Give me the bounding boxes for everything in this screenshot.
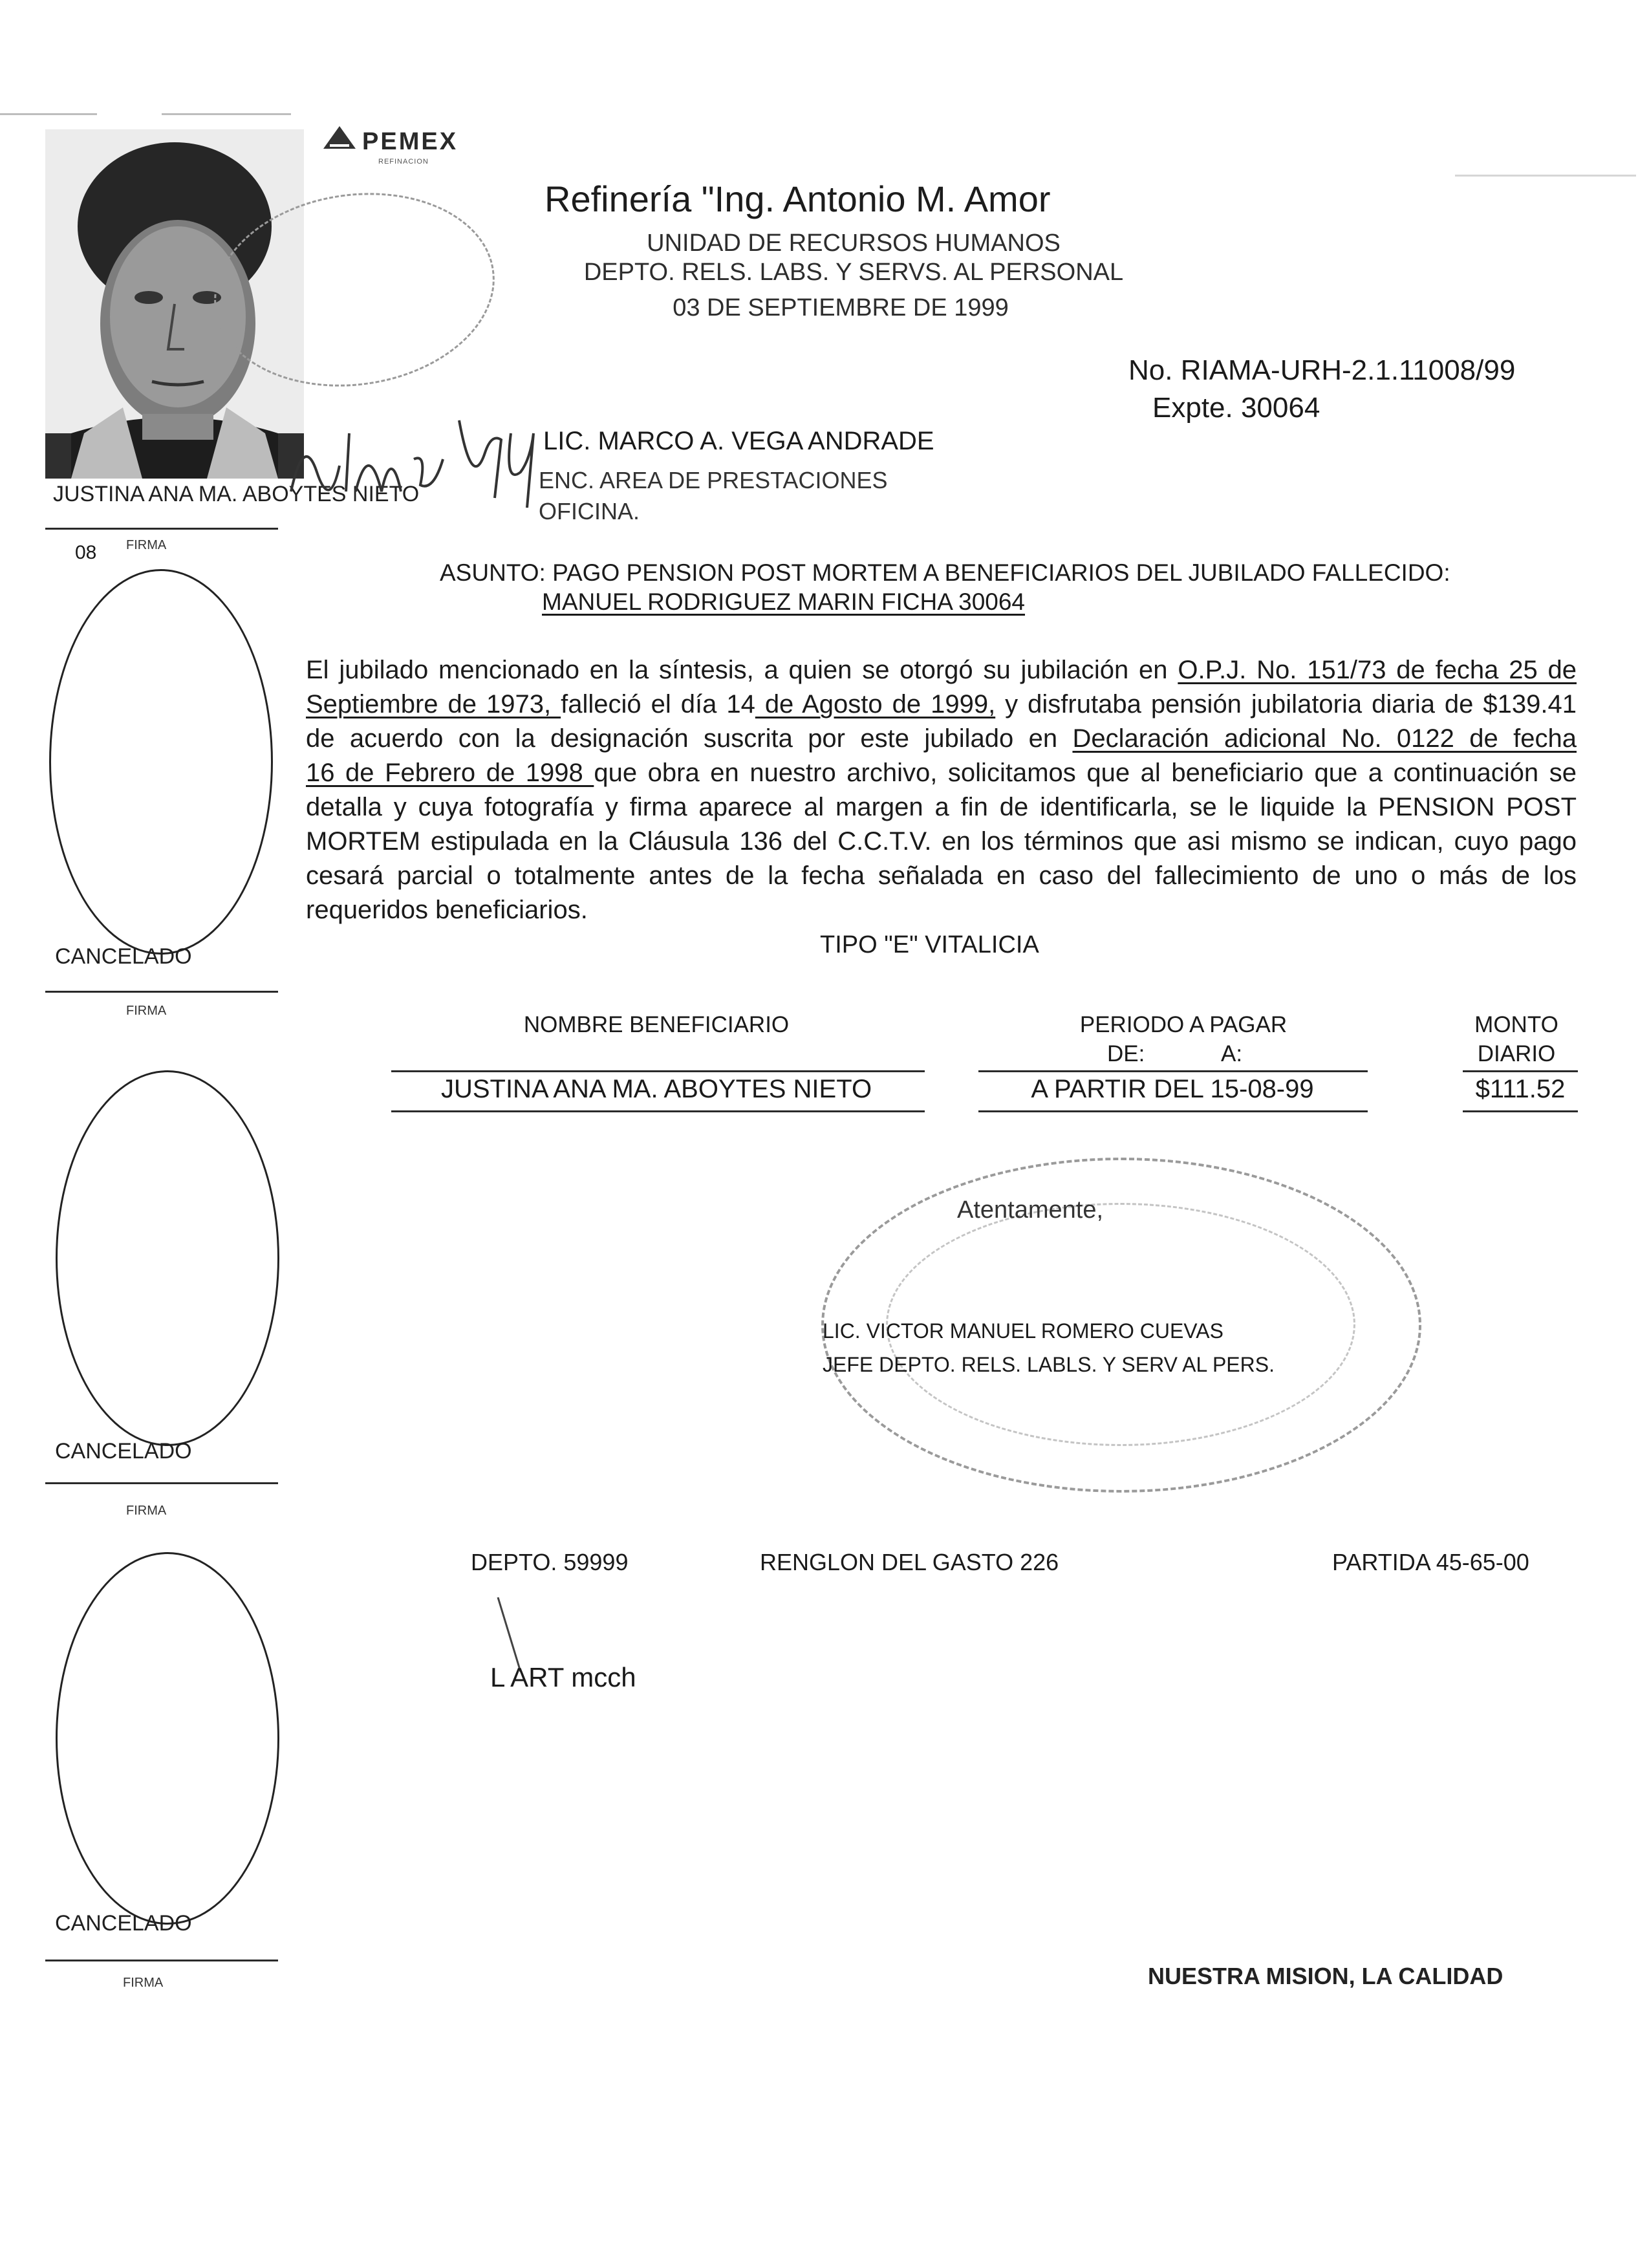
cancelado-label: CANCELADO — [55, 1911, 192, 1936]
body-text-underlined: O.P.J. No. 151/73 de fecha 25 de — [1178, 656, 1577, 684]
letter-date: 03 DE SEPTIEMBRE DE 1999 — [673, 294, 1009, 321]
cancelado-label: CANCELADO — [55, 1439, 192, 1463]
col-header-a: A: — [1221, 1041, 1243, 1066]
header-rule — [391, 1070, 925, 1072]
unit-name: UNIDAD DE RECURSOS HUMANOS — [647, 230, 1061, 257]
body-line — [306, 722, 1577, 755]
signature-oval — [56, 1552, 279, 1925]
signer-title: JEFE DEPTO. RELS. LABLS. Y SERV AL PERS. — [823, 1353, 1275, 1376]
pemex-eagle-icon — [320, 123, 359, 155]
col-header-nombre: NOMBRE BENEFICIARIO — [523, 1012, 790, 1037]
scan-mark — [1455, 175, 1636, 177]
body-text-underlined: Declaración adicional No. 0122 de fecha — [1072, 724, 1577, 753]
pension-type: TIPO "E" VITALICIA — [820, 931, 1039, 958]
body-text-underlined: de Agosto de 1999, — [755, 690, 996, 718]
body-text-underlined: Septiembre de 1973, — [306, 690, 561, 718]
subject-line-2: MANUEL RODRIGUEZ MARIN FICHA 30064 — [542, 589, 1026, 615]
body-text: El jubilado mencionado en la síntesis, a quien se otorgó su jubilación en — [306, 656, 1178, 684]
firma-label: FIRMA — [126, 1004, 167, 1018]
pemex-subtext: REFINACION — [378, 158, 429, 166]
cancelado-rule — [45, 1960, 278, 1961]
expediente-number: Expte. 30064 — [1152, 392, 1320, 424]
closing-greeting: Atentamente, — [957, 1196, 1104, 1224]
signature-oval — [49, 569, 273, 955]
body-line — [306, 687, 1577, 721]
header-rule — [978, 1070, 1368, 1072]
body-line — [306, 653, 1577, 687]
footer-renglon: RENGLON DEL GASTO 226 — [760, 1549, 1059, 1575]
subject-line-1: ASUNTO: PAGO PENSION POST MORTEM A BENEFICIARIOS DEL JUBILADO FALLECIDO: — [440, 559, 1450, 586]
row-rule — [1463, 1110, 1578, 1112]
handwritten-signature — [278, 394, 550, 517]
body-line: cesará parcial o totalmente antes de la fecha señalada en caso del fallecimiento de uno o más de los — [306, 861, 1577, 890]
cancelado-rule — [45, 991, 278, 993]
body-line: detalla y cuya fotografía y firma aparece al margen a fin de identificarla, se le liquide la PENSION POST — [306, 793, 1577, 821]
signer-name: LIC. VICTOR MANUEL ROMERO CUEVAS — [823, 1319, 1223, 1343]
signature-oval — [56, 1070, 279, 1446]
refinery-title: Refinería "Ing. Antonio M. Amor — [544, 178, 1051, 219]
body-text-underlined: 16 de Febrero de 1998 — [306, 759, 594, 787]
col-header-periodo: PERIODO A PAGAR — [1079, 1012, 1288, 1037]
col-header-diario: DIARIO — [1477, 1041, 1556, 1066]
row-rule — [978, 1110, 1368, 1112]
cancelado-label: CANCELADO — [55, 944, 192, 969]
addressee-position: ENC. AREA DE PRESTACIONES — [539, 467, 888, 493]
footer-depto: DEPTO. 59999 — [471, 1549, 629, 1575]
header-rule — [1463, 1070, 1578, 1072]
body-text: falleció el día 14 — [561, 690, 755, 718]
col-header-de: DE: — [1107, 1041, 1145, 1066]
photo-number: 08 — [75, 542, 97, 563]
department-name: DEPTO. RELS. LABS. Y SERVS. AL PERSONAL — [583, 259, 1124, 286]
row-rule — [391, 1110, 925, 1112]
typist-initials: L ART mcch — [490, 1662, 636, 1692]
table-cell-monto: $111.52 — [1475, 1075, 1566, 1103]
body-line: requeridos beneficiarios. — [306, 896, 588, 924]
scan-mark — [0, 113, 97, 115]
col-header-monto: MONTO — [1474, 1012, 1558, 1037]
reference-number: No. RIAMA-URH-2.1.11008/99 — [1128, 354, 1516, 386]
firma-label: FIRMA — [126, 538, 167, 552]
cancelado-rule — [45, 1482, 278, 1484]
footer-partida: PARTIDA 45-65-00 — [1332, 1549, 1529, 1575]
body-text: de acuerdo con la designación suscrita por este jubilado en — [306, 724, 1073, 753]
scan-mark — [162, 113, 291, 115]
body-line — [306, 756, 1577, 790]
motto: NUESTRA MISION, LA CALIDAD — [1148, 1963, 1503, 1989]
caption-rule — [45, 528, 278, 530]
photo-caption: JUSTINA ANA MA. ABOYTES NIETO — [53, 482, 420, 506]
addressee-name: LIC. MARCO A. VEGA ANDRADE — [543, 427, 934, 455]
firma-label: FIRMA — [126, 1504, 167, 1518]
addressee-office: OFICINA. — [539, 498, 640, 524]
table-cell-nombre: JUSTINA ANA MA. ABOYTES NIETO — [440, 1075, 872, 1103]
body-text: que obra en nuestro archivo, solicitamos que al beneficiario que a continuación se — [594, 759, 1577, 787]
table-cell-periodo: A PARTIR DEL 15-08-99 — [1031, 1075, 1314, 1103]
pemex-logo: PEMEX — [362, 128, 458, 155]
body-text: y disfrutaba pensión jubilatoria diaria de $139.41 — [995, 690, 1577, 718]
body-line: MORTEM estipulada en la Cláusula 136 del C.C.T.V. en los términos que asi mismo se indican, cuyo pago — [306, 827, 1577, 856]
firma-label: FIRMA — [123, 1976, 164, 1990]
